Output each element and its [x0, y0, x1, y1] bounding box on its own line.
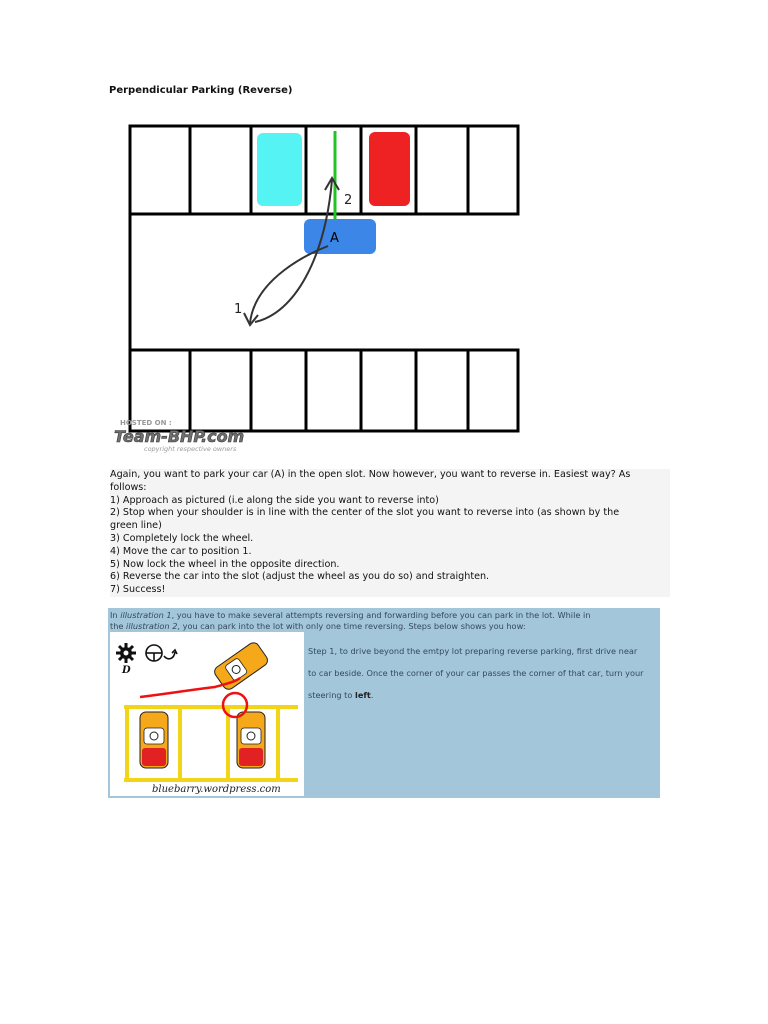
illustration-panel: [108, 608, 660, 798]
watermark-sub: copyright respective owners: [144, 445, 237, 453]
instruction-line: follows:: [110, 481, 147, 493]
page-title: Perpendicular Parking (Reverse): [109, 85, 293, 96]
step-label-2: 2: [344, 193, 353, 208]
yellow-car-left: [140, 712, 168, 768]
car-a: [304, 219, 376, 254]
intro-text: , you have to make several attempts reversing and forwarding before you can park in the lot. While in: [171, 610, 591, 620]
intro-text: In: [110, 610, 121, 620]
instruction-line: 5) Now lock the wheel in the opposite direction.: [110, 558, 340, 570]
step-1-text: [308, 640, 658, 706]
step-emphasis: left: [355, 690, 371, 700]
team-bhp-watermark: [114, 419, 244, 453]
step-text: steering to: [308, 690, 356, 700]
image-credit: bluebarry.wordpress.com: [152, 784, 281, 795]
instruction-line: 7) Success!: [110, 584, 166, 596]
illustration-2-link: illustration 2: [126, 621, 178, 631]
red-parked-car: [369, 132, 410, 206]
instruction-line: 2) Stop when your shoulder is in line with the center of the slot you want to reverse into (as shown by the: [110, 507, 620, 519]
gear-label: D: [122, 665, 131, 676]
instructions-text: [110, 469, 670, 597]
yellow-car-right: [237, 712, 265, 768]
step-text: .: [370, 690, 374, 700]
parking-diagram: [110, 118, 522, 458]
parking-lot-lines: [130, 126, 518, 431]
step-label-1: 1: [234, 302, 243, 317]
panel-intro-text: [110, 610, 658, 632]
step-line: Step 1, to drive beyond the emtpy lot preparing reverse parking, first drive near: [308, 646, 638, 656]
instruction-line: 3) Completely lock the wheel.: [110, 532, 254, 544]
car-a-label: A: [330, 231, 339, 246]
instruction-line: 1) Approach as pictured (i.e along the side you want to reverse into): [110, 494, 439, 506]
step-line: to car beside. Once the corner of your car passes the corner of that car, turn your: [308, 668, 644, 678]
reverse-parking-illustration: [110, 632, 304, 796]
step-line: [308, 684, 658, 706]
illustration-1-link: illustration 1: [120, 610, 172, 620]
instruction-line: Again, you want to park your car (A) in the open slot. Now however, you want to reverse in. Easiest way? As: [110, 469, 631, 480]
instruction-line: 6) Reverse the car into the slot (adjust the wheel as you do so) and straighten.: [110, 571, 490, 583]
cyan-parked-car: [257, 133, 302, 206]
watermark-brand: Team-BHP.com: [114, 427, 245, 446]
watermark-hosted-on: HOSTED ON :: [120, 419, 172, 427]
gear-icon: [116, 643, 136, 663]
intro-text: , you can park into the lot with only one time reversing. Steps below shows you how:: [177, 621, 526, 631]
intro-text: the: [110, 621, 127, 631]
instruction-line: 4) Move the car to position 1.: [110, 545, 252, 557]
instruction-line: green line): [110, 520, 162, 532]
